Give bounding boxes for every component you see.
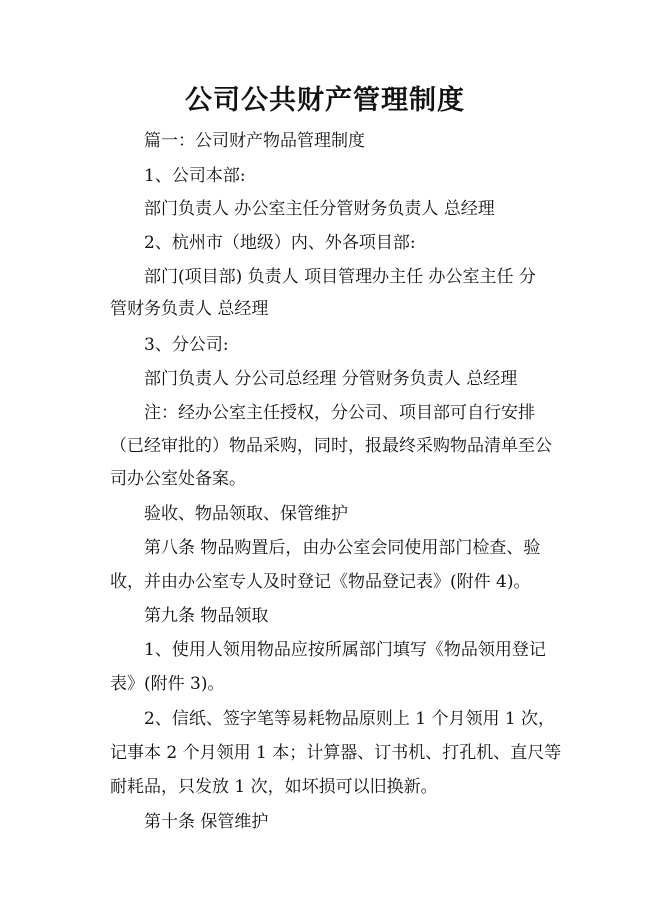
paragraph-line: 表》(附件 3)。 [110, 674, 225, 694]
paragraph-line: （已经审批的）物品采购，同时，报最终采购物品清单至公 [110, 436, 552, 456]
paragraph-line: 部门负责人 分公司总经理 分管财务负责人 总经理 [144, 369, 518, 389]
paragraph-line: 第八条 物品购置后，由办公室会同使用部门检查、验 [144, 538, 541, 558]
paragraph-line: 收，并由办公室专人及时登记《物品登记表》(附件 4)。 [110, 572, 531, 592]
document-title: 公司公共财产管理制度 [185, 85, 465, 116]
paragraph-line: 记事本 2 个月领用 1 本；计算器、订书机、打孔机、直尺等 [110, 743, 562, 763]
paragraph-line: 注：经办公室主任授权，分公司、项目部可自行安排 [144, 403, 535, 423]
section-heading: 篇一：公司财产物品管理制度 [144, 131, 365, 151]
paragraph-line: 验收、物品领取、保管维护 [144, 504, 348, 524]
paragraph-line: 部门(项目部) 负责人 项目管理办主任 办公室主任 分 [144, 267, 536, 287]
paragraph-line: 2、信纸、签字笔等易耗物品原则上 1 个月领用 1 次， [144, 709, 556, 729]
paragraph-line: 1、公司本部: [144, 166, 246, 186]
paragraph-line: 第九条 物品领取 [144, 606, 269, 626]
paragraph-line: 2、杭州市（地级）内、外各项目部: [144, 233, 416, 253]
paragraph-line: 第十条 保管维护 [144, 812, 269, 832]
paragraph-line: 1、使用人领用物品应按所属部门填写《物品领用登记 [144, 640, 546, 660]
paragraph-line: 部门负责人 办公室主任分管财务负责人 总经理 [144, 199, 495, 219]
paragraph-line: 司办公室处备案。 [110, 469, 246, 489]
paragraph-line: 耐耗品，只发放 1 次，如坏损可以旧换新。 [110, 777, 438, 797]
paragraph-line: 管财务负责人 总经理 [110, 299, 269, 319]
paragraph-line: 3、分公司: [144, 335, 229, 355]
